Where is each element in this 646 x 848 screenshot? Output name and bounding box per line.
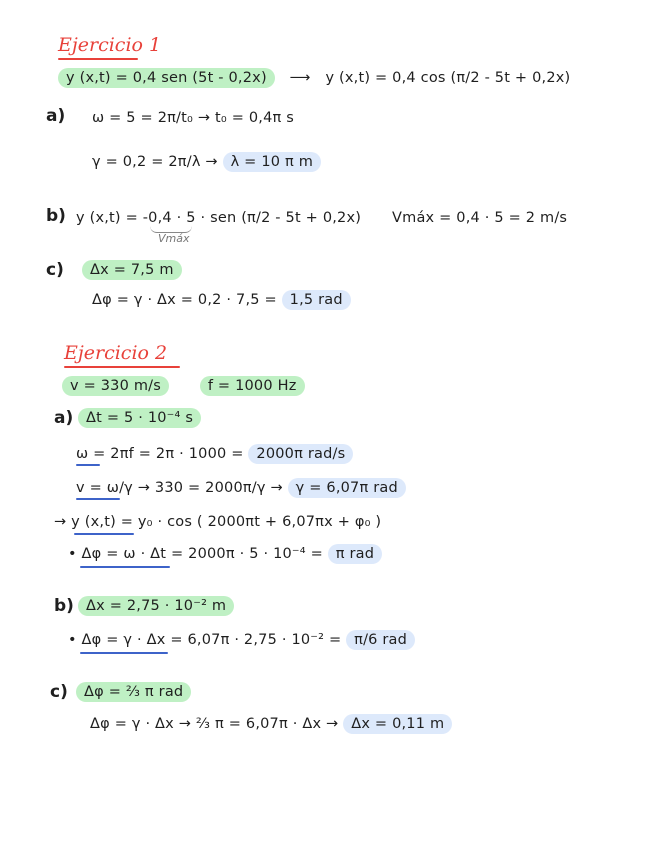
ex1-phase-line	[92, 292, 351, 308]
ex1-phase-eq: Δφ = γ · Δx = 0,2 · 7,5 =	[92, 292, 277, 308]
ex1-gamma-eq: γ = 0,2 = 2π/λ →	[92, 154, 218, 170]
ex2-wave-underline	[74, 533, 134, 535]
ex2-phase-a-eq: • Δφ = ω · Δt = 2000π · 5 · 10⁻⁴ =	[68, 546, 323, 562]
ex2-phase-a-line	[68, 546, 382, 562]
ex2-phase-a-underline	[80, 566, 170, 568]
ex2-speed-given: v = 330 m/s	[62, 376, 169, 396]
ex2-omega-underline	[76, 464, 100, 466]
ex1-part-a-line1	[92, 110, 294, 126]
ex1-part-a-label: a)	[46, 106, 66, 126]
ex2-delta-phi-given: Δφ = ⅔ π rad	[76, 682, 191, 702]
ex1-part-c-label: c)	[46, 260, 64, 280]
ex1-equation-cosine: y (x,t) = 0,4 cos (π/2 - 5t + 0,2x)	[325, 70, 571, 86]
exercise-1-title-underline	[58, 58, 138, 60]
ex1-c-given-wrap	[82, 262, 182, 278]
ex2-phase-b-result: π/6 rad	[346, 630, 415, 650]
ex1-equation-sine: y (x,t) = 0,4 sen (5t - 0,2x)	[58, 68, 275, 88]
ex1-part-b-label: b)	[46, 206, 66, 226]
ex2-phase-b-underline	[80, 652, 168, 654]
ex2-omega-result: 2000π rad/s	[248, 444, 353, 464]
ex2-givens	[62, 378, 305, 394]
exercise-2-title: Ejercicio 2	[64, 342, 168, 364]
ex2-delta-x-result: Δx = 0,11 m	[343, 714, 452, 734]
ex1-vmax-note: Vmáx	[158, 232, 190, 245]
ex2-delta-x-given: Δx = 2,75 · 10⁻² m	[78, 596, 234, 616]
ex1-part-a-line2	[92, 154, 321, 170]
ex1-wavelength-result: λ = 10 π m	[223, 152, 321, 172]
exercise-1-title: Ejercicio 1	[58, 34, 162, 56]
ex1-vmax-eq: Vmáx = 0,4 · 5 = 2 m/s	[392, 210, 568, 226]
ex2-gamma-line	[76, 480, 406, 496]
ex1-equation-row	[58, 70, 570, 86]
ex2-part-a-label: a)	[54, 408, 74, 428]
ex1-equation-arrow: ⟶	[289, 70, 311, 86]
ex2-omega-eq: ω = 2πf = 2π · 1000 =	[76, 446, 244, 462]
ex2-phase-b-line	[68, 632, 415, 648]
ex2-frequency-given: f = 1000 Hz	[200, 376, 305, 396]
ex2-omega-line	[76, 446, 353, 462]
ex2-part-c-label: c)	[50, 682, 68, 702]
ex2-delta-x-eq: Δφ = γ · Δx → ⅔ π = 6,07π · Δx →	[90, 716, 339, 732]
ex2-gamma-eq: v = ω/γ → 330 = 2000π/γ →	[76, 480, 283, 496]
ex2-part-b-label: b)	[54, 596, 74, 616]
ex1-velocity-eq: y (x,t) = -0,4 · 5 · sen (π/2 - 5t + 0,2x)	[76, 210, 362, 226]
ex2-delta-t-given: Δt = 5 · 10⁻⁴ s	[78, 408, 201, 428]
ex1-delta-x-given: Δx = 7,5 m	[82, 260, 182, 280]
ex2-b-given-wrap	[78, 598, 234, 614]
ex2-delta-x-line	[90, 716, 452, 732]
ex2-gamma-result: γ = 6,07π rad	[288, 478, 406, 498]
ex1-omega-eq: ω = 5 = 2π/t₀ →	[92, 110, 211, 126]
ex1-period-result: t₀ = 0,4π s	[215, 110, 295, 126]
ex1-phase-result: 1,5 rad	[282, 290, 351, 310]
ex2-a-given-wrap	[78, 410, 201, 426]
ex2-phase-a-result: π rad	[328, 544, 382, 564]
ex2-v-underline	[76, 498, 120, 500]
exercise-2-title-underline	[64, 366, 180, 368]
ex2-c-given-wrap	[76, 684, 191, 700]
ex2-wave-function: → y (x,t) = y₀ · cos ( 2000πt + 6,07πx + φ₀ )	[54, 514, 382, 530]
ex2-phase-b-eq: • Δφ = γ · Δx = 6,07π · 2,75 · 10⁻² =	[68, 632, 342, 648]
